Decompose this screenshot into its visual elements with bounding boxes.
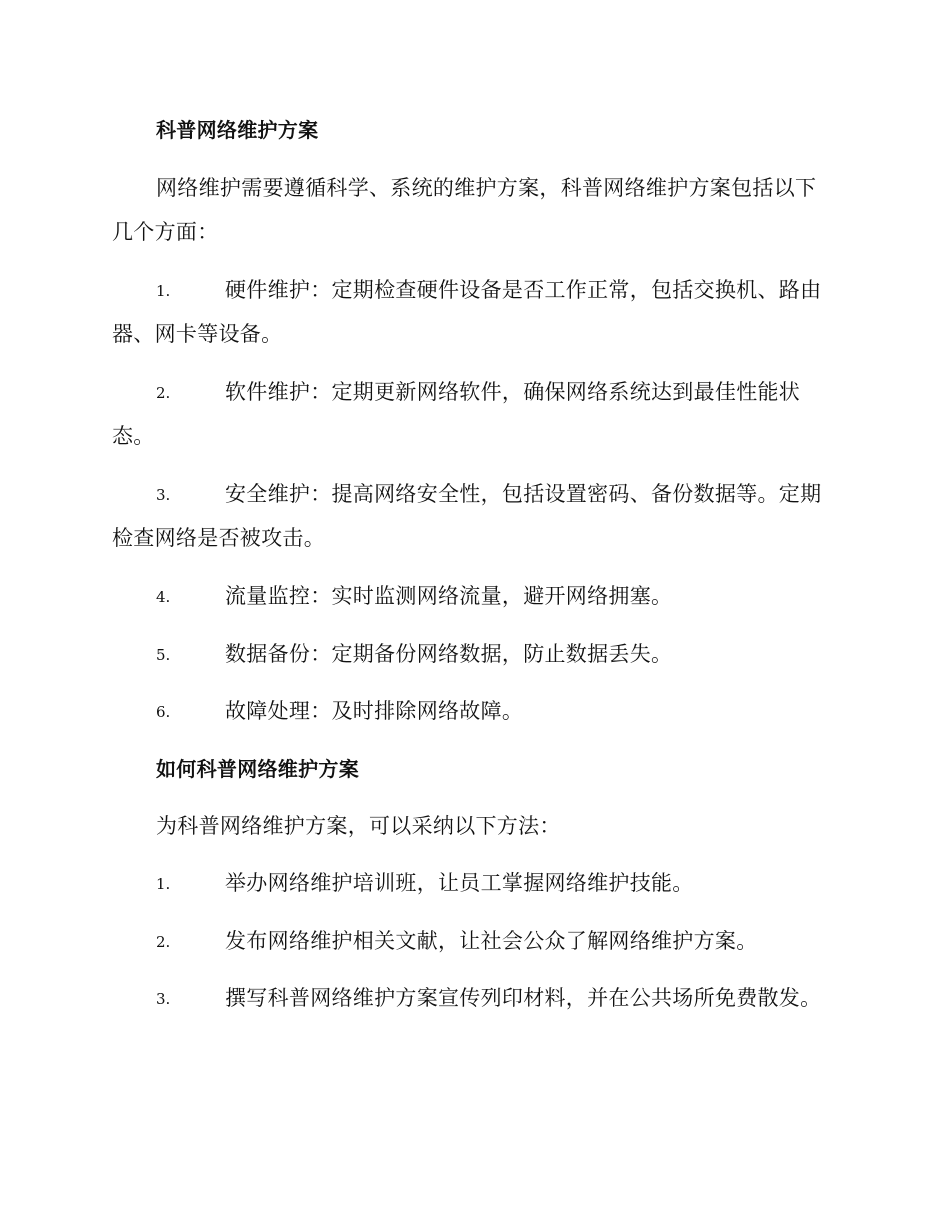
list-item-text: 软件维护：定期更新网络软件，确保网络系统达到最佳性能状 <box>225 380 801 404</box>
section-heading: 科普网络维护方案 <box>156 118 319 142</box>
list-item-number: 3. <box>156 486 171 504</box>
paragraph-line: 为科普网络维护方案，可以采纳以下方法： <box>156 814 561 838</box>
list-item-number: 1. <box>156 282 171 300</box>
section-heading: 如何科普网络维护方案 <box>156 757 359 781</box>
list-item-number: 6. <box>156 703 171 721</box>
list-item-text: 发布网络维护相关文献，让社会公众了解网络维护方案。 <box>225 929 758 953</box>
list-item-text: 安全维护：提高网络安全性，包括设置密码、备份数据等。定期 <box>225 482 822 506</box>
list-item-number: 5. <box>156 646 171 664</box>
list-item-number: 3. <box>156 990 171 1008</box>
list-item-text: 流量监控：实时监测网络流量，避开网络拥塞。 <box>225 584 673 608</box>
paragraph-line: 网络维护需要遵循科学、系统的维护方案，科普网络维护方案包括以下 <box>156 176 817 200</box>
list-item-text: 数据备份：定期备份网络数据，防止数据丢失。 <box>225 642 673 666</box>
list-item-number: 4. <box>156 588 171 606</box>
list-item-text: 器、网卡等设备。 <box>112 322 283 346</box>
list-item-text: 举办网络维护培训班，让员工掌握网络维护技能。 <box>225 871 694 895</box>
list-item-number: 2. <box>156 384 171 402</box>
list-item-number: 2. <box>156 933 171 951</box>
list-item-text: 撰写科普网络维护方案宣传列印材料，并在公共场所免费散发。 <box>225 986 822 1010</box>
paragraph-line: 几个方面： <box>112 220 219 244</box>
list-item-number: 1. <box>156 875 171 893</box>
list-item-text: 态。 <box>112 424 155 448</box>
list-item-text: 故障处理：及时排除网络故障。 <box>225 699 524 723</box>
list-item-text: 硬件维护：定期检查硬件设备是否工作正常，包括交换机、路由 <box>225 278 822 302</box>
list-item-text: 检查网络是否被攻击。 <box>112 526 325 550</box>
